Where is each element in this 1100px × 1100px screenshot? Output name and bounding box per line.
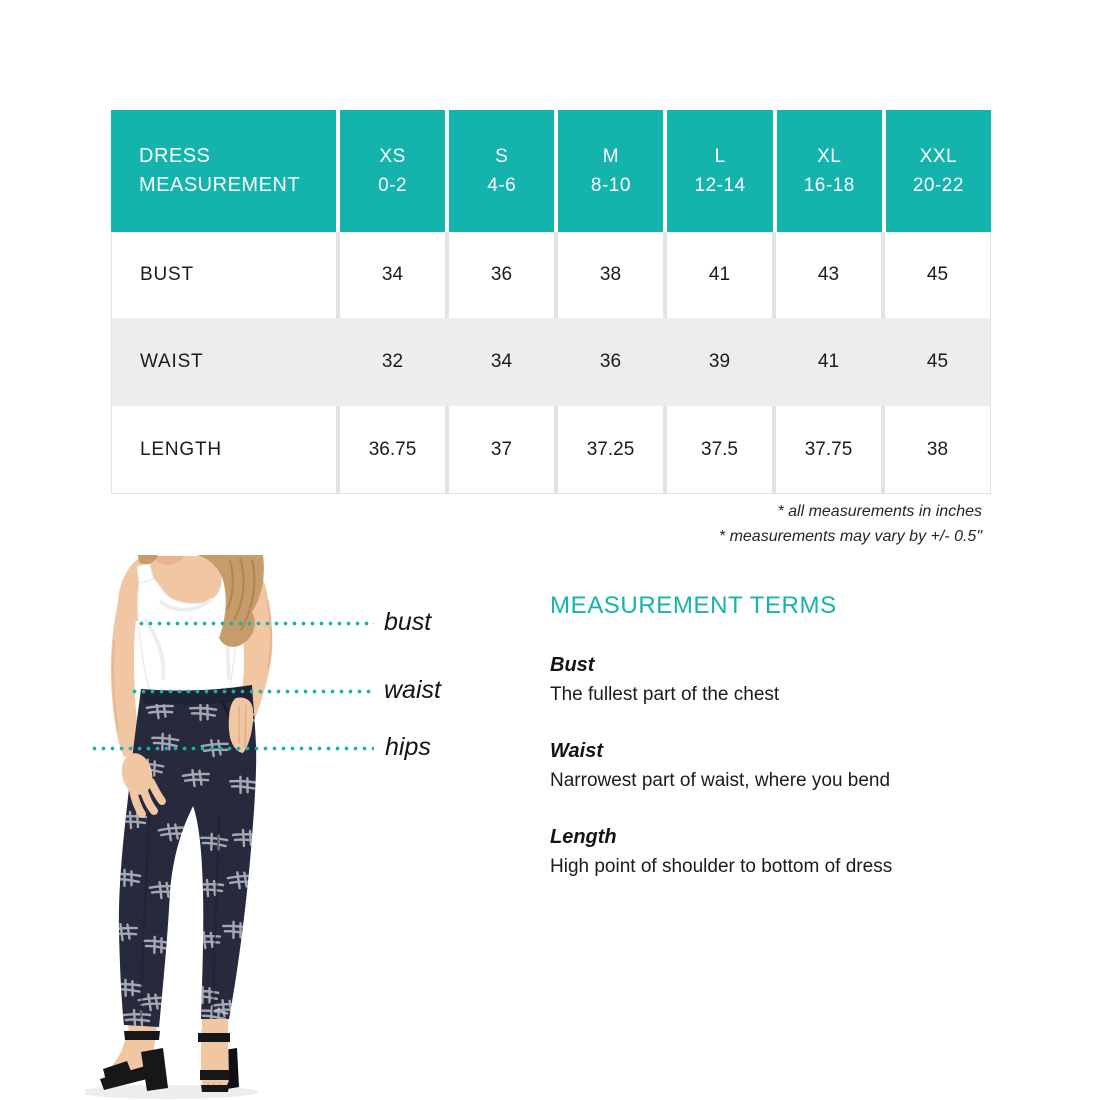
column-header-xs bbox=[340, 110, 445, 232]
corner-header-line1: DRESS bbox=[139, 145, 211, 167]
footnote-inches: * all measurements in inches bbox=[777, 503, 982, 520]
hips-measurement-line bbox=[90, 746, 374, 751]
length-value-xl: 37.75 bbox=[776, 406, 881, 493]
size-range: 0-2 bbox=[378, 175, 408, 196]
waist-value-xs: 32 bbox=[340, 318, 445, 406]
term-name: Waist bbox=[550, 740, 603, 762]
waist-value-s: 34 bbox=[449, 318, 554, 406]
measurement-terms-heading: MEASUREMENT TERMS bbox=[550, 592, 837, 619]
row-label: WAIST bbox=[112, 318, 336, 406]
bust-value-l: 41 bbox=[667, 232, 772, 318]
bust-value-m: 38 bbox=[558, 232, 663, 318]
size-chart-table bbox=[111, 110, 991, 494]
waist-value-xxl: 45 bbox=[885, 318, 990, 406]
waist-value-l: 39 bbox=[667, 318, 772, 406]
length-value-s: 37 bbox=[449, 406, 554, 493]
table-row-waist bbox=[112, 318, 990, 406]
hips-line-label: hips bbox=[385, 733, 431, 761]
table-row-bust bbox=[112, 232, 990, 318]
bust-value-xs: 34 bbox=[340, 232, 445, 318]
term-definition: The fullest part of the chest bbox=[550, 684, 780, 705]
footnote-variance: * measurements may vary by +/- 0.5" bbox=[718, 528, 982, 545]
length-value-xxl: 38 bbox=[885, 406, 990, 493]
size-table-header-row bbox=[111, 110, 991, 232]
corner-header-line2: MEASUREMENT bbox=[139, 174, 301, 196]
column-header-xl bbox=[777, 110, 882, 232]
column-header-s bbox=[449, 110, 554, 232]
size-name: XL bbox=[817, 146, 842, 167]
row-label: BUST bbox=[112, 232, 336, 318]
size-range: 8-10 bbox=[590, 175, 631, 196]
size-range: 4-6 bbox=[487, 175, 517, 196]
term-definition: High point of shoulder to bottom of dress bbox=[550, 856, 893, 877]
length-value-m: 37.25 bbox=[558, 406, 663, 493]
column-header-xxl bbox=[886, 110, 991, 232]
size-range: 16-18 bbox=[803, 175, 855, 196]
bust-value-xxl: 45 bbox=[885, 232, 990, 318]
length-value-xs: 36.75 bbox=[340, 406, 445, 493]
waist-value-xl: 41 bbox=[776, 318, 881, 406]
column-header-l bbox=[667, 110, 772, 232]
size-name: XS bbox=[379, 146, 406, 167]
term-item-waist bbox=[550, 737, 1020, 795]
term-name: Length bbox=[550, 826, 617, 848]
size-name: L bbox=[714, 146, 726, 167]
column-header-m bbox=[558, 110, 663, 232]
term-name: Bust bbox=[550, 654, 595, 676]
size-name: M bbox=[602, 146, 620, 167]
term-definition: Narrowest part of waist, where you bend bbox=[550, 770, 891, 791]
size-table-body bbox=[111, 232, 991, 494]
size-range: 12-14 bbox=[694, 175, 746, 196]
footnotes bbox=[111, 499, 982, 549]
waist-line-label: waist bbox=[384, 676, 441, 704]
size-name: XXL bbox=[919, 146, 958, 167]
row-label: LENGTH bbox=[112, 406, 336, 493]
bust-measurement-line bbox=[137, 621, 374, 626]
table-row-length bbox=[112, 406, 990, 493]
model-photo bbox=[85, 555, 335, 1100]
length-value-l: 37.5 bbox=[667, 406, 772, 493]
size-name: S bbox=[495, 146, 509, 167]
corner-header-cell bbox=[111, 110, 336, 232]
bust-value-s: 36 bbox=[449, 232, 554, 318]
waist-measurement-line bbox=[130, 689, 374, 694]
term-item-length bbox=[550, 823, 1020, 881]
measurement-terms-section bbox=[550, 592, 1020, 909]
term-item-bust bbox=[550, 651, 1020, 709]
bust-line-label: bust bbox=[384, 608, 432, 636]
size-range: 20-22 bbox=[912, 175, 964, 196]
waist-value-m: 36 bbox=[558, 318, 663, 406]
bust-value-xl: 43 bbox=[776, 232, 881, 318]
